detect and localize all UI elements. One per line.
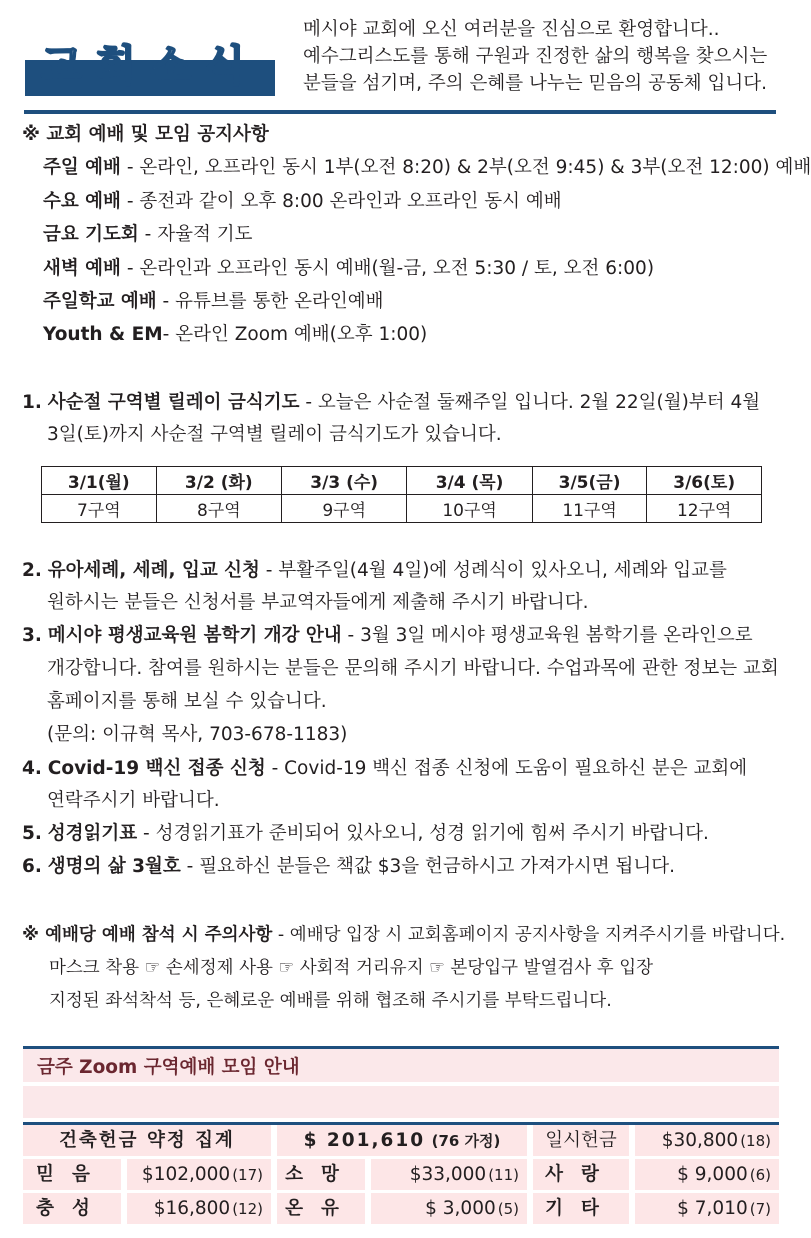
notice-number: 6. xyxy=(22,856,42,877)
worship-item xyxy=(43,254,654,284)
worship-text: - 종전과 같이 오후 8:00 온라인과 오프라인 동시 예배 xyxy=(120,191,562,212)
notice-label: 생명의 삶 3월호 xyxy=(47,856,181,877)
notice-text: - Covid-19 백신 접종 신청에 도움이 필요하신 분은 교회에 xyxy=(265,758,748,779)
notice-3-cont: 개강합니다. 참여를 원하시는 분들은 문의해 주시기 바랍니다. 수업과목에 관한 정보는 교회 xyxy=(47,658,779,679)
notice-number: 1. xyxy=(22,392,42,413)
notice-number: 4. xyxy=(22,758,42,779)
schedule-district: 12구역 xyxy=(647,495,762,523)
notice-1 xyxy=(22,388,760,418)
notice-2-cont: 원하시는 분들은 신청서를 부교역자들에게 제출해 주시기 바랍니다. xyxy=(47,592,589,613)
worship-label: 수요 예배 xyxy=(43,191,121,212)
notice-text: - 3월 3일 메시야 평생교육원 봄학기를 온라인으로 xyxy=(341,625,753,646)
notice-number: 3. xyxy=(22,625,42,646)
worship-label: 주일학교 예배 xyxy=(43,291,157,312)
amount: $ 7,010 xyxy=(677,1198,748,1219)
schedule-date: 3/5(금) xyxy=(532,467,647,495)
schedule-date: 3/1(월) xyxy=(42,467,157,495)
schedule-date: 3/3 (수) xyxy=(281,467,406,495)
notice-label: 성경읽기표 xyxy=(47,823,138,844)
fund-amount xyxy=(635,1159,779,1190)
caution-steps: 마스크 착용 ☞ 손세정제 사용 ☞ 사회적 거리유지 ☞ 본당입구 발열검사 후 입장 xyxy=(49,958,654,978)
count: (12) xyxy=(232,1200,263,1218)
page-title: 교회소식 xyxy=(40,41,260,90)
fund-label: 소망 xyxy=(277,1159,365,1190)
notice-label: 메시야 평생교육원 봄학기 개강 안내 xyxy=(47,625,342,646)
worship-item xyxy=(43,287,383,317)
amount: $ 9,000 xyxy=(677,1164,748,1185)
worship-item xyxy=(43,220,252,250)
notice-text: - 필요하신 분들은 책값 $3을 헌금하시고 가져가시면 됩니다. xyxy=(180,856,675,877)
worship-text: - 온라인과 오프라인 동시 예배(월-금, 오전 5:30 / 토, 오전 6:00) xyxy=(120,258,655,279)
fund-label: 온유 xyxy=(277,1193,365,1224)
notice-number: 5. xyxy=(22,823,42,844)
notice-text: - 성경읽기표가 준비되어 있사오니, 성경 읽기에 힘써 주시기 바랍니다. xyxy=(137,823,709,844)
count: (6) xyxy=(749,1166,771,1184)
schedule-district: 8구역 xyxy=(156,495,281,523)
caution-closing: 지정된 좌석착석 등, 은혜로운 예배를 위해 협조해 주시기를 부탁드립니다. xyxy=(49,991,612,1011)
fund-label: 믿음 xyxy=(23,1159,121,1190)
worship-item xyxy=(43,187,562,217)
caution-label: ※ 예배당 예배 참석 시 주의사항 xyxy=(22,925,273,945)
notice-5 xyxy=(22,819,709,849)
fund-total-amount: $ 201,610 xyxy=(303,1130,426,1151)
fund-amount xyxy=(635,1193,779,1224)
schedule-district: 9구역 xyxy=(281,495,406,523)
welcome-line: 메시야 교회에 오신 여러분을 진심으로 환영합니다.. xyxy=(303,19,720,40)
notice-label: Covid-19 백신 접종 신청 xyxy=(47,758,266,779)
title-box xyxy=(25,36,275,96)
fund-amount xyxy=(635,1125,779,1156)
amount: $33,000 xyxy=(409,1164,487,1185)
notice-label: 유아세례, 세례, 입교 신청 xyxy=(47,560,260,581)
schedule-district: 11구역 xyxy=(532,495,647,523)
table-row xyxy=(42,495,762,523)
fund-label: 충성 xyxy=(23,1193,121,1224)
caution-notice xyxy=(22,920,785,950)
notice-4 xyxy=(22,754,747,784)
amount: $102,000 xyxy=(141,1164,231,1185)
count: (11) xyxy=(488,1166,519,1184)
fund-label: 기타 xyxy=(533,1193,629,1224)
zoom-title: 금주 Zoom 구역예배 모임 안내 xyxy=(37,1057,300,1078)
schedule-date: 3/4 (목) xyxy=(407,467,532,495)
schedule-district: 7구역 xyxy=(42,495,157,523)
schedule-date: 3/6(토) xyxy=(647,467,762,495)
notice-2 xyxy=(22,556,727,586)
count: (7) xyxy=(749,1200,771,1218)
schedule-date: 3/2 (화) xyxy=(156,467,281,495)
caution-text: - 예배당 입장 시 교회홈페이지 공지사항을 지켜주시기를 바랍니다. xyxy=(272,925,786,945)
amount: $16,800 xyxy=(153,1198,231,1219)
worship-heading: ※ 교회 예배 및 모임 공지사항 xyxy=(22,124,269,145)
notice-number: 2. xyxy=(22,560,42,581)
fund-amount xyxy=(127,1193,271,1224)
count: (5) xyxy=(497,1200,519,1218)
fund-total xyxy=(277,1125,527,1156)
schedule-district: 10구역 xyxy=(407,495,532,523)
worship-text: - 자율적 기도 xyxy=(138,224,253,245)
welcome-line: 분들을 섬기며, 주의 은혜를 나누는 믿음의 공동체 입니다. xyxy=(303,73,767,94)
fund-label: 사랑 xyxy=(533,1159,629,1190)
notice-4-cont: 연락주시기 바랍니다. xyxy=(47,790,220,811)
fund-total-families: (76 가정) xyxy=(431,1132,501,1150)
worship-text: - 온라인 Zoom 예배(오후 1:00) xyxy=(162,324,428,345)
fund-heading: 건축헌금 약정 집계 xyxy=(23,1125,271,1156)
worship-item xyxy=(43,320,427,350)
fasting-schedule-table xyxy=(41,466,762,523)
fund-label: 일시헌금 xyxy=(533,1125,629,1156)
fund-amount xyxy=(371,1159,527,1190)
header-divider xyxy=(24,110,776,114)
zoom-content xyxy=(23,1086,779,1118)
worship-item xyxy=(43,153,811,183)
notice-text: - 오늘은 사순절 둘째주일 입니다. 2월 22일(월)부터 4월 xyxy=(299,392,761,413)
fund-amount xyxy=(127,1159,271,1190)
notice-3-contact: (문의: 이규혁 목사, 703-678-1183) xyxy=(47,724,348,745)
notice-3 xyxy=(22,621,753,651)
notice-3-cont: 홈페이지를 통해 보실 수 있습니다. xyxy=(47,691,327,712)
table-row xyxy=(42,467,762,495)
worship-label: 새벽 예배 xyxy=(43,258,121,279)
count: (17) xyxy=(232,1166,263,1184)
count: (18) xyxy=(740,1132,771,1150)
worship-label: Youth & EM xyxy=(43,324,163,345)
notice-1-cont: 3일(토)까지 사순절 구역별 릴레이 금식기도가 있습니다. xyxy=(47,424,502,445)
worship-label: 금요 기도회 xyxy=(43,224,139,245)
welcome-message xyxy=(303,16,793,97)
notice-label: 사순절 구역별 릴레이 금식기도 xyxy=(47,392,300,413)
fund-amount xyxy=(371,1193,527,1224)
worship-text: - 온라인, 오프라인 동시 1부(오전 8:20) & 2부(오전 9:45) & 3부(오전 12:00) 예배 xyxy=(120,157,811,178)
amount: $30,800 xyxy=(661,1130,739,1151)
worship-text: - 유튜브를 통한 온라인예배 xyxy=(156,291,384,312)
notice-6 xyxy=(22,852,675,882)
notice-text: - 부활주일(4월 4일)에 성례식이 있사오니, 세례와 입교를 xyxy=(259,560,727,581)
amount: $ 3,000 xyxy=(425,1198,496,1219)
worship-label: 주일 예배 xyxy=(43,157,121,178)
welcome-line: 예수그리스도를 통해 구원과 진정한 삶의 행복을 찾으시는 xyxy=(303,46,768,67)
